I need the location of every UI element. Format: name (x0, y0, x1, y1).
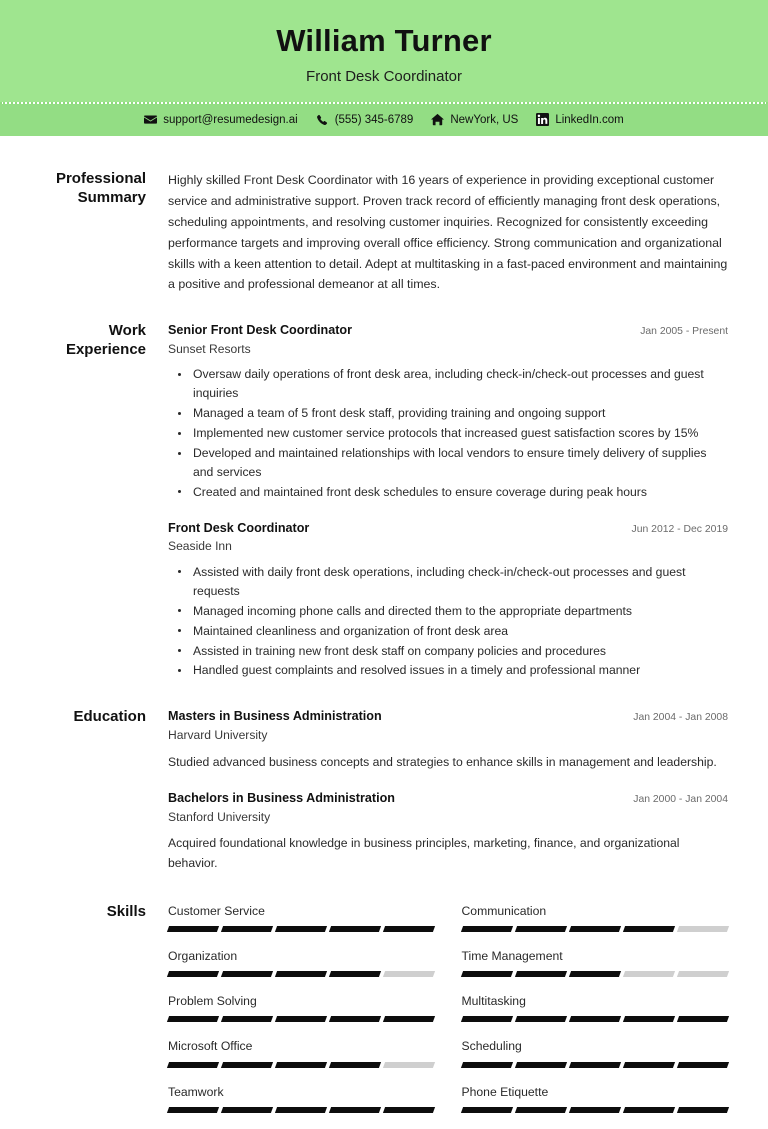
skill-level-segment (515, 971, 567, 977)
work-bullet: Managed incoming phone calls and directed them to the appropriate departments (168, 602, 728, 621)
skill-name: Problem Solving (168, 994, 257, 1009)
skill-level-segment (460, 926, 512, 932)
skill-item (168, 903, 435, 948)
skill-level-segment (221, 926, 273, 932)
work-bullet: Created and maintained front desk schedules to ensure coverage during peak hours (168, 483, 728, 502)
skill-level-segment (569, 926, 621, 932)
skill-name: Microsoft Office (168, 1039, 253, 1054)
skill-level-bar (168, 1016, 435, 1022)
education-date: Jan 2000 - Jan 2004 (633, 794, 728, 806)
skill-item (168, 948, 435, 993)
skill-level-segment (569, 1062, 621, 1068)
skill-level-segment (383, 1016, 435, 1022)
skill-level-segment (167, 971, 219, 977)
skill-level-segment (275, 1016, 327, 1022)
skill-level-bar (168, 926, 435, 932)
contact-text: LinkedIn.com (555, 113, 624, 126)
skill-level-segment (623, 1016, 675, 1022)
phone-icon (316, 113, 329, 126)
section-skills (40, 873, 728, 1128)
skill-level-segment (515, 1107, 567, 1113)
skill-item (462, 948, 729, 993)
skill-level-segment (460, 1016, 512, 1022)
section-label-education: Education (73, 708, 146, 726)
skill-level-segment (623, 1062, 675, 1068)
skill-name: Phone Etiquette (461, 1084, 549, 1099)
skill-level-segment (569, 1107, 621, 1113)
skill-level-bar (462, 971, 729, 977)
section-label-summary: Professional Summary (55, 170, 146, 206)
skill-level-segment (460, 1107, 512, 1113)
skill-level-segment (383, 971, 435, 977)
education-school: Stanford University (168, 809, 271, 824)
skill-level-segment (329, 1062, 381, 1068)
education-entry-head (168, 708, 728, 726)
skill-item (462, 903, 729, 948)
contact-text: support@resumedesign.ai (163, 113, 298, 126)
skill-item (168, 1038, 435, 1083)
work-entry-head (168, 322, 728, 340)
work-company: Seaside Inn (168, 539, 232, 554)
contact-item-phone[interactable] (316, 113, 414, 126)
skill-level-bar (462, 1107, 729, 1113)
skill-level-segment (677, 1062, 729, 1068)
contact-item-home[interactable] (431, 113, 518, 126)
work-bullet: Managed a team of 5 front desk staff, providing training and ongoing support (168, 404, 728, 423)
skill-level-segment (623, 926, 675, 932)
skill-level-segment (275, 926, 327, 932)
skill-item (462, 993, 729, 1038)
skills-grid (168, 903, 728, 1128)
skill-level-segment (515, 926, 567, 932)
skill-level-segment (329, 1107, 381, 1113)
skill-name: Scheduling (461, 1039, 522, 1054)
skill-level-segment (167, 926, 219, 932)
skill-level-bar (462, 1062, 729, 1068)
skill-level-segment (221, 1107, 273, 1113)
education-school: Harvard University (168, 728, 268, 742)
work-role: Front Desk Coordinator (168, 520, 310, 535)
work-bullet: Maintained cleanliness and organization of front desk area (168, 622, 728, 641)
education-entry (168, 708, 728, 772)
skill-level-segment (221, 1016, 273, 1022)
work-bullet: Implemented new customer service protocols that increased guest satisfaction scores by 15% (168, 424, 728, 443)
skill-level-bar (462, 926, 729, 932)
skill-level-segment (383, 1062, 435, 1068)
skill-level-segment (515, 1016, 567, 1022)
skill-level-segment (383, 926, 435, 932)
work-entry-head (168, 520, 728, 538)
skill-level-segment (329, 926, 381, 932)
contact-bar (0, 104, 768, 136)
contact-item-linkedin[interactable] (536, 113, 623, 126)
candidate-job-title: Front Desk Coordinator (306, 67, 462, 85)
skill-level-segment (460, 971, 512, 977)
skill-name: Multitasking (461, 994, 526, 1009)
education-description: Studied advanced business concepts and strategies to enhance skills in management and leadership. (168, 754, 717, 769)
linkedin-icon (536, 113, 549, 126)
skill-item (462, 1038, 729, 1083)
work-company: Sunset Resorts (168, 341, 251, 356)
skill-name: Communication (461, 904, 547, 919)
skill-level-segment (167, 1062, 219, 1068)
skill-level-segment (329, 971, 381, 977)
skill-level-segment (167, 1107, 219, 1113)
work-role: Senior Front Desk Coordinator (168, 323, 353, 338)
skill-level-bar (168, 971, 435, 977)
work-entries (168, 322, 728, 681)
education-date: Jan 2004 - Jan 2008 (633, 712, 728, 724)
skill-level-segment (677, 971, 729, 977)
contact-text: NewYork, US (450, 113, 519, 126)
education-entry (168, 790, 728, 873)
skill-level-segment (623, 971, 675, 977)
skill-level-bar (168, 1107, 435, 1113)
skill-level-bar (462, 1016, 729, 1022)
education-description: Acquired foundational knowledge in business principles, marketing, finance, and organizational behavior. (168, 836, 680, 870)
skill-item (168, 1084, 435, 1129)
skill-level-segment (329, 1016, 381, 1022)
resume-header (0, 0, 768, 102)
contact-item-envelope[interactable] (144, 113, 297, 126)
work-bullet: Oversaw daily operations of front desk area, including check-in/check-out processes and guest inquiries (168, 365, 728, 403)
work-bullet: Handled guest complaints and resolved issues in a timely and professional manner (168, 661, 728, 680)
work-bullet: Developed and maintained relationships with local vendors to ensure timely delivery of supplies and services (168, 444, 728, 482)
contact-text: (555) 345-6789 (334, 113, 414, 126)
work-bullet-list (168, 365, 728, 501)
education-entries (168, 708, 728, 873)
skill-level-segment (677, 1107, 729, 1113)
work-bullet: Assisted in training new front desk staff on company policies and procedures (168, 642, 728, 661)
section-professional-summary (40, 136, 728, 295)
work-entry (168, 520, 728, 681)
candidate-name: William Turner (276, 23, 492, 58)
work-entry (168, 322, 728, 502)
skill-item (168, 993, 435, 1038)
education-entry-head (168, 790, 728, 808)
skill-level-segment (221, 971, 273, 977)
skill-level-segment (677, 1016, 729, 1022)
skill-level-segment (275, 971, 327, 977)
skill-level-segment (383, 1107, 435, 1113)
skill-level-bar (168, 1062, 435, 1068)
section-work-experience (40, 295, 728, 681)
work-bullet-list (168, 563, 728, 680)
skill-level-segment (460, 1062, 512, 1068)
section-label-work: Work Experience (65, 322, 146, 358)
skill-level-segment (167, 1016, 219, 1022)
skill-level-segment (275, 1107, 327, 1113)
education-degree: Masters in Business Administration (168, 709, 382, 724)
skill-name: Teamwork (168, 1084, 224, 1099)
home-icon (431, 113, 444, 126)
education-degree: Bachelors in Business Administration (168, 791, 395, 806)
skill-name: Customer Service (168, 904, 265, 919)
work-bullet: Assisted with daily front desk operations, including check-in/check-out processes and guest requests (168, 563, 728, 601)
section-label-skills: Skills (106, 903, 146, 921)
skill-name: Time Management (461, 949, 563, 964)
resume-body (0, 136, 768, 1128)
section-education (40, 681, 728, 873)
skill-level-segment (569, 1016, 621, 1022)
skill-level-segment (623, 1107, 675, 1113)
summary-text: Highly skilled Front Desk Coordinator with 16 years of experience in providing exceptional customer service and administrative support. Proven track record of efficiently managing front desk operations, scheduling appointments, and resolving customer inquiries. Recognized for consistently exceeding performance targets and improving overall office efficiency. Strong communication and organizational skills with a keen attention to detail. Adept at multitasking in a fast-paced environment and maintaining a positive and professional demeanor at all times. (168, 173, 728, 292)
envelope-icon (144, 113, 157, 126)
skill-item (462, 1084, 729, 1129)
skill-level-segment (569, 971, 621, 977)
work-date: Jan 2005 - Present (640, 326, 728, 338)
skill-name: Organization (168, 949, 238, 964)
skill-level-segment (221, 1062, 273, 1068)
skill-level-segment (275, 1062, 327, 1068)
skill-level-segment (677, 926, 729, 932)
work-date: Jun 2012 - Dec 2019 (631, 523, 728, 535)
skill-level-segment (515, 1062, 567, 1068)
